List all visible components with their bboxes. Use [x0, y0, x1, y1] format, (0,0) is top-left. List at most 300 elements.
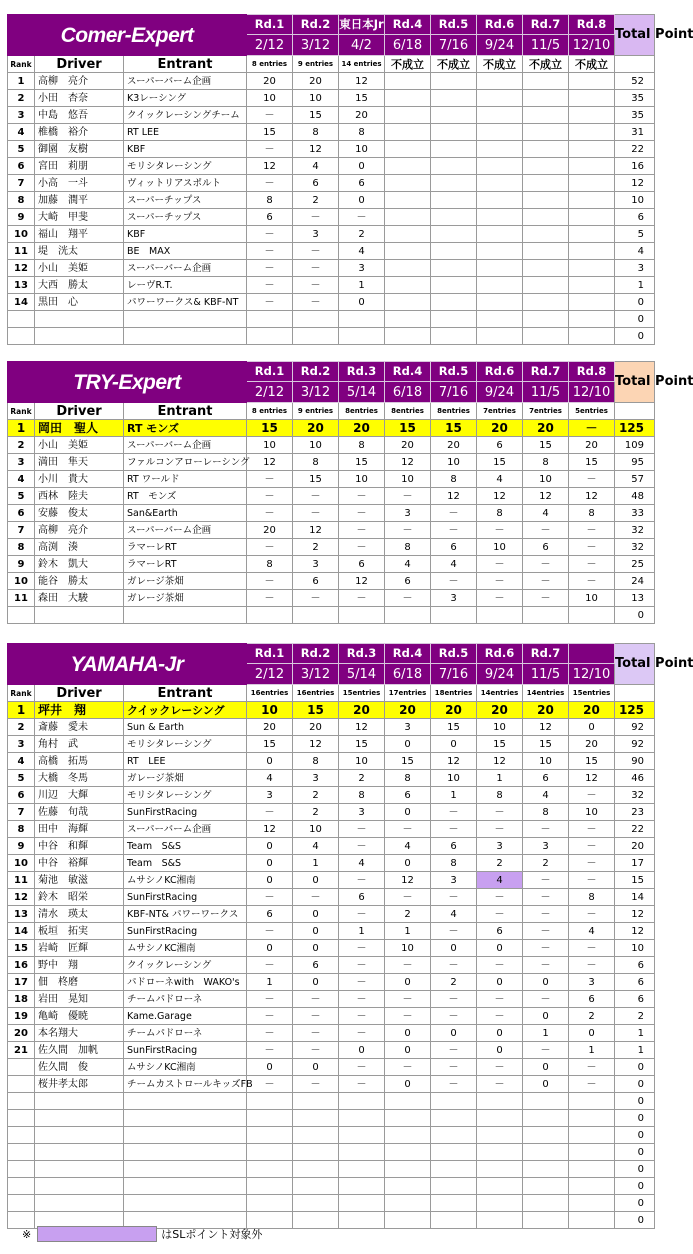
- points-cell: 4: [431, 556, 477, 573]
- table-row: [8, 522, 655, 539]
- points-cell: [431, 1161, 477, 1178]
- points-cell: [431, 1144, 477, 1161]
- rank-cell: 14: [8, 923, 35, 940]
- entrant-cell: [124, 1195, 247, 1212]
- total-cell: 92: [615, 719, 655, 736]
- points-cell: 6: [293, 175, 339, 192]
- table-row: [8, 590, 655, 607]
- standings-comer-expert: [7, 14, 693, 345]
- points-cell: [431, 124, 477, 141]
- points-cell: －: [385, 488, 431, 505]
- entrant-cell: ファルコンアローレーシング: [124, 454, 247, 471]
- points-cell: 12: [293, 141, 339, 158]
- points-cell: [385, 73, 431, 90]
- points-cell: 15: [523, 736, 569, 753]
- points-cell: [523, 158, 569, 175]
- entrant-cell: ガレージ茶畑: [124, 770, 247, 787]
- entrant-cell: SunFirstRacing: [124, 923, 247, 940]
- driver-cell: 西林 陸夫: [35, 488, 124, 505]
- entrant-cell: Kame.Garage: [124, 1008, 247, 1025]
- points-cell: [477, 277, 523, 294]
- entrant-cell: RT ワールド: [124, 471, 247, 488]
- driver-cell: 佐久間 俊: [35, 1059, 124, 1076]
- driver-cell: 満田 隼天: [35, 454, 124, 471]
- points-cell: 8: [431, 855, 477, 872]
- points-cell: －: [293, 488, 339, 505]
- driver-cell: 小高 一斗: [35, 175, 124, 192]
- table-row: [8, 974, 655, 991]
- round-label: Rd.5: [431, 644, 477, 664]
- points-cell: [431, 260, 477, 277]
- points-cell: 6: [339, 889, 385, 906]
- points-cell: 2: [293, 539, 339, 556]
- driver-cell: 亀崎 優暁: [35, 1008, 124, 1025]
- points-cell: 6: [385, 573, 431, 590]
- round-entries: 14 entries: [339, 56, 385, 73]
- points-cell: －: [431, 889, 477, 906]
- points-cell: 2: [385, 906, 431, 923]
- points-cell: 6: [569, 991, 615, 1008]
- round-label: Rd.5: [431, 362, 477, 382]
- round-entries: 不成立: [569, 56, 615, 73]
- points-cell: [523, 294, 569, 311]
- points-cell: [293, 328, 339, 345]
- points-cell: －: [339, 1076, 385, 1093]
- points-cell: 15: [569, 454, 615, 471]
- standings-table: [7, 14, 693, 345]
- round-label: Rd.8: [569, 362, 615, 382]
- round-label: Rd.1: [247, 362, 293, 382]
- points-cell: [477, 124, 523, 141]
- entrant-cell: K3レーシング: [124, 90, 247, 107]
- points-cell: 8: [385, 539, 431, 556]
- footnote-mark: ※: [22, 1227, 32, 1241]
- rank-cell: 12: [8, 889, 35, 906]
- points-cell: －: [431, 957, 477, 974]
- table-row: [8, 209, 655, 226]
- rank-cell: 2: [8, 719, 35, 736]
- rank-cell: [8, 1195, 35, 1212]
- points-cell: [431, 90, 477, 107]
- points-cell: 3: [247, 787, 293, 804]
- round-label: Rd.2: [293, 644, 339, 664]
- points-cell: 15: [385, 753, 431, 770]
- total-cell: 16: [615, 158, 655, 175]
- round-date: 6/18: [385, 35, 431, 56]
- entrant-cell: モリシタレーシング: [124, 736, 247, 753]
- points-cell: [477, 311, 523, 328]
- points-cell: [339, 1110, 385, 1127]
- driver-cell: 堤 洸太: [35, 243, 124, 260]
- round-label: Rd.4: [385, 362, 431, 382]
- entrant-cell: Team S&S: [124, 838, 247, 855]
- points-cell: [477, 192, 523, 209]
- points-cell: 0: [247, 940, 293, 957]
- round-entries: 不成立: [523, 56, 569, 73]
- points-cell: －: [293, 505, 339, 522]
- points-cell: [523, 277, 569, 294]
- table-row: [8, 226, 655, 243]
- points-cell: [477, 1110, 523, 1127]
- points-cell: [431, 175, 477, 192]
- round-label-empty: [569, 644, 615, 664]
- points-cell: 3: [523, 838, 569, 855]
- total-cell: 1: [615, 1025, 655, 1042]
- points-cell: 4: [477, 872, 523, 889]
- table-row: [8, 141, 655, 158]
- round-label: Rd.5: [431, 15, 477, 35]
- points-cell: －: [339, 488, 385, 505]
- entrant-cell: Team S&S: [124, 855, 247, 872]
- rank-cell: 9: [8, 838, 35, 855]
- total-cell: 5: [615, 226, 655, 243]
- total-cell: 0: [615, 1144, 655, 1161]
- driver-cell: 岩崎 匠輝: [35, 940, 124, 957]
- round-date: 2/12: [247, 382, 293, 403]
- driver-cell: 大橋 冬馬: [35, 770, 124, 787]
- points-cell: －: [247, 889, 293, 906]
- points-cell: [569, 1178, 615, 1195]
- points-cell: [523, 1110, 569, 1127]
- points-cell: [385, 107, 431, 124]
- points-cell: 15: [247, 420, 293, 437]
- points-cell: [385, 243, 431, 260]
- sl-excluded-legend-swatch: [37, 1226, 157, 1242]
- points-cell: －: [569, 471, 615, 488]
- points-cell: 10: [385, 471, 431, 488]
- points-cell: －: [339, 1008, 385, 1025]
- round-entries: 14entries: [477, 685, 523, 702]
- points-cell: [339, 1178, 385, 1195]
- entrant-cell: スーパーバーム企画: [124, 73, 247, 90]
- points-cell: 10: [293, 821, 339, 838]
- driver-cell: 田中 海輝: [35, 821, 124, 838]
- points-cell: 0: [247, 753, 293, 770]
- round-date: 9/24: [477, 664, 523, 685]
- total-cell: 14: [615, 889, 655, 906]
- driver-cell: [35, 1110, 124, 1127]
- round-entries: 7entries: [477, 403, 523, 420]
- entrant-cell: スーパーバーム企画: [124, 437, 247, 454]
- total-cell: 24: [615, 573, 655, 590]
- points-cell: [523, 311, 569, 328]
- entrant-cell: SunFirstRacing: [124, 1042, 247, 1059]
- total-cell: 0: [615, 1195, 655, 1212]
- points-cell: [523, 328, 569, 345]
- points-cell: －: [293, 209, 339, 226]
- entrant-cell: KBF: [124, 226, 247, 243]
- points-cell: [477, 294, 523, 311]
- points-cell: 2: [477, 855, 523, 872]
- points-cell: [477, 243, 523, 260]
- round-label: Rd.1: [247, 644, 293, 664]
- points-cell: －: [293, 1008, 339, 1025]
- table-row: [8, 821, 655, 838]
- points-cell: 3: [293, 770, 339, 787]
- points-cell: [293, 1212, 339, 1229]
- driver-cell: 安藤 俊太: [35, 505, 124, 522]
- total-cell: 6: [615, 974, 655, 991]
- driver-cell: 板垣 拓実: [35, 923, 124, 940]
- points-cell: －: [339, 1025, 385, 1042]
- points-cell: －: [477, 889, 523, 906]
- points-cell: 12: [569, 770, 615, 787]
- points-cell: 6: [477, 923, 523, 940]
- rank-cell: 2: [8, 90, 35, 107]
- entrant-cell: [124, 1093, 247, 1110]
- rank-cell: 7: [8, 175, 35, 192]
- points-cell: 0: [293, 906, 339, 923]
- points-cell: [293, 1195, 339, 1212]
- table-row: [8, 328, 655, 345]
- points-cell: [569, 124, 615, 141]
- points-cell: 0: [523, 974, 569, 991]
- rank-cell: [8, 311, 35, 328]
- round-entries: 8 entries: [247, 403, 293, 420]
- points-cell: 0: [293, 923, 339, 940]
- points-cell: 6: [431, 539, 477, 556]
- points-cell: －: [477, 906, 523, 923]
- points-cell: [339, 328, 385, 345]
- points-cell: 3: [293, 556, 339, 573]
- points-cell: [523, 192, 569, 209]
- table-row: [8, 260, 655, 277]
- driver-cell: 高柳 亮介: [35, 522, 124, 539]
- points-cell: [477, 1144, 523, 1161]
- points-cell: 3: [339, 804, 385, 821]
- points-cell: [431, 1093, 477, 1110]
- points-cell: [477, 226, 523, 243]
- round-entries: 16entries: [247, 685, 293, 702]
- entrant-cell: ガレージ茶畑: [124, 590, 247, 607]
- round-date: 12/10: [569, 382, 615, 403]
- driver-cell: 小山 美姫: [35, 260, 124, 277]
- table-row: [8, 454, 655, 471]
- total-cell: 1: [615, 277, 655, 294]
- points-cell: －: [339, 991, 385, 1008]
- rank-cell: 1: [8, 702, 35, 719]
- round-entries: 16entries: [293, 685, 339, 702]
- table-row: [8, 573, 655, 590]
- total-cell: 22: [615, 141, 655, 158]
- points-cell: 2: [523, 855, 569, 872]
- points-cell: －: [569, 821, 615, 838]
- entrant-cell: SunFirstRacing: [124, 804, 247, 821]
- points-cell: 4: [569, 923, 615, 940]
- entrant-cell: クイックレーシングチーム: [124, 107, 247, 124]
- points-cell: －: [293, 991, 339, 1008]
- points-cell: 6: [339, 556, 385, 573]
- points-cell: [477, 1212, 523, 1229]
- points-cell: [247, 1110, 293, 1127]
- rank-cell: 10: [8, 226, 35, 243]
- points-cell: [569, 209, 615, 226]
- points-cell: 20: [569, 736, 615, 753]
- rank-cell: 1: [8, 73, 35, 90]
- points-cell: －: [247, 260, 293, 277]
- points-cell: 0: [385, 1076, 431, 1093]
- points-cell: －: [569, 855, 615, 872]
- points-cell: [339, 1093, 385, 1110]
- points-cell: －: [431, 1059, 477, 1076]
- table-row: [8, 158, 655, 175]
- points-cell: [431, 294, 477, 311]
- points-cell: －: [523, 940, 569, 957]
- points-cell: [385, 192, 431, 209]
- points-cell: 10: [293, 90, 339, 107]
- points-cell: [247, 1195, 293, 1212]
- table-row: [8, 90, 655, 107]
- points-cell: [523, 1212, 569, 1229]
- entrant-cell: チームパドローネ: [124, 991, 247, 1008]
- points-cell: [523, 107, 569, 124]
- points-cell: 6: [523, 770, 569, 787]
- points-cell: [385, 260, 431, 277]
- points-cell: 3: [431, 872, 477, 889]
- points-cell: 10: [569, 590, 615, 607]
- total-cell: 125: [615, 702, 655, 719]
- points-cell: 0: [385, 804, 431, 821]
- points-cell: 0: [293, 1059, 339, 1076]
- points-cell: [523, 209, 569, 226]
- round-entries: 不成立: [385, 56, 431, 73]
- points-cell: －: [569, 872, 615, 889]
- points-cell: －: [247, 243, 293, 260]
- entrant-cell: ムサシノKC湘南: [124, 940, 247, 957]
- entrant-cell: ヴィットリアスポルト: [124, 175, 247, 192]
- points-cell: 10: [523, 753, 569, 770]
- points-cell: [569, 1093, 615, 1110]
- points-cell: [339, 607, 385, 624]
- points-cell: －: [569, 420, 615, 437]
- points-cell: 6: [293, 957, 339, 974]
- points-cell: [523, 1144, 569, 1161]
- points-cell: －: [247, 505, 293, 522]
- total-cell: 6: [615, 957, 655, 974]
- round-date: 7/16: [431, 35, 477, 56]
- total-cell: 4: [615, 243, 655, 260]
- rank-cell: 15: [8, 940, 35, 957]
- points-cell: [247, 1144, 293, 1161]
- driver-cell: 中谷 和輝: [35, 838, 124, 855]
- round-date: 12/10: [569, 664, 615, 685]
- points-cell: －: [247, 923, 293, 940]
- rank-cell: [8, 1161, 35, 1178]
- points-cell: 12: [247, 454, 293, 471]
- points-cell: [523, 1178, 569, 1195]
- total-point-header: Total Point: [615, 644, 655, 685]
- points-cell: 20: [431, 702, 477, 719]
- entrant-cell: スーパーチップス: [124, 192, 247, 209]
- round-label: Rd.2: [293, 15, 339, 35]
- total-cell: 0: [615, 294, 655, 311]
- round-entries: 9 entries: [293, 403, 339, 420]
- points-cell: [339, 1161, 385, 1178]
- round-label: Rd.6: [477, 15, 523, 35]
- points-cell: －: [247, 175, 293, 192]
- points-cell: 0: [293, 940, 339, 957]
- rank-cell: 19: [8, 1008, 35, 1025]
- rank-cell: 21: [8, 1042, 35, 1059]
- points-cell: 12: [523, 488, 569, 505]
- points-cell: －: [477, 804, 523, 821]
- driver-cell: [35, 1127, 124, 1144]
- points-cell: －: [523, 821, 569, 838]
- points-cell: －: [385, 821, 431, 838]
- points-cell: [569, 1110, 615, 1127]
- points-cell: 20: [293, 420, 339, 437]
- points-cell: 4: [247, 770, 293, 787]
- points-cell: －: [247, 107, 293, 124]
- driver-cell: 斎藤 愛未: [35, 719, 124, 736]
- rank-cell: [8, 1093, 35, 1110]
- points-cell: 4: [431, 906, 477, 923]
- driver-cell: 宮田 莉朋: [35, 158, 124, 175]
- points-cell: 15: [569, 753, 615, 770]
- entrant-cell: スーパーチップス: [124, 209, 247, 226]
- points-cell: －: [569, 1076, 615, 1093]
- table-row: [8, 1042, 655, 1059]
- points-cell: －: [247, 1042, 293, 1059]
- points-cell: 15: [247, 736, 293, 753]
- points-cell: －: [477, 991, 523, 1008]
- total-cell: 32: [615, 522, 655, 539]
- points-cell: 3: [431, 590, 477, 607]
- points-cell: [569, 260, 615, 277]
- points-cell: 1: [385, 923, 431, 940]
- driver-cell: 佐久間 加帆: [35, 1042, 124, 1059]
- entrant-cell: [124, 1144, 247, 1161]
- points-cell: －: [293, 260, 339, 277]
- driver-cell: 坪井 翔: [35, 702, 124, 719]
- points-cell: 2: [569, 1008, 615, 1025]
- points-cell: [385, 1093, 431, 1110]
- driver-cell: 川辺 大輝: [35, 787, 124, 804]
- round-date: 3/12: [293, 664, 339, 685]
- points-cell: －: [523, 923, 569, 940]
- rank-cell: 10: [8, 855, 35, 872]
- points-cell: －: [431, 1042, 477, 1059]
- points-cell: [431, 311, 477, 328]
- points-cell: 1: [293, 855, 339, 872]
- points-cell: [523, 243, 569, 260]
- standings-try-expert: [7, 361, 693, 624]
- points-cell: [385, 277, 431, 294]
- points-cell: －: [247, 294, 293, 311]
- points-cell: [385, 209, 431, 226]
- points-cell: 20: [385, 702, 431, 719]
- points-cell: [477, 1178, 523, 1195]
- points-cell: [523, 226, 569, 243]
- driver-cell: 小山 美姫: [35, 437, 124, 454]
- points-cell: 15: [431, 420, 477, 437]
- points-cell: [477, 328, 523, 345]
- driver-cell: 御園 友樹: [35, 141, 124, 158]
- table-row: [8, 838, 655, 855]
- points-cell: [477, 1161, 523, 1178]
- points-cell: 12: [247, 158, 293, 175]
- points-cell: 8: [569, 889, 615, 906]
- round-label: Rd.4: [385, 15, 431, 35]
- points-cell: 2: [339, 226, 385, 243]
- points-cell: 20: [339, 420, 385, 437]
- table-row: [8, 1178, 655, 1195]
- points-cell: [247, 607, 293, 624]
- points-cell: [477, 1127, 523, 1144]
- total-cell: 17: [615, 855, 655, 872]
- points-cell: [569, 277, 615, 294]
- entrant-cell: クイックレーシング: [124, 957, 247, 974]
